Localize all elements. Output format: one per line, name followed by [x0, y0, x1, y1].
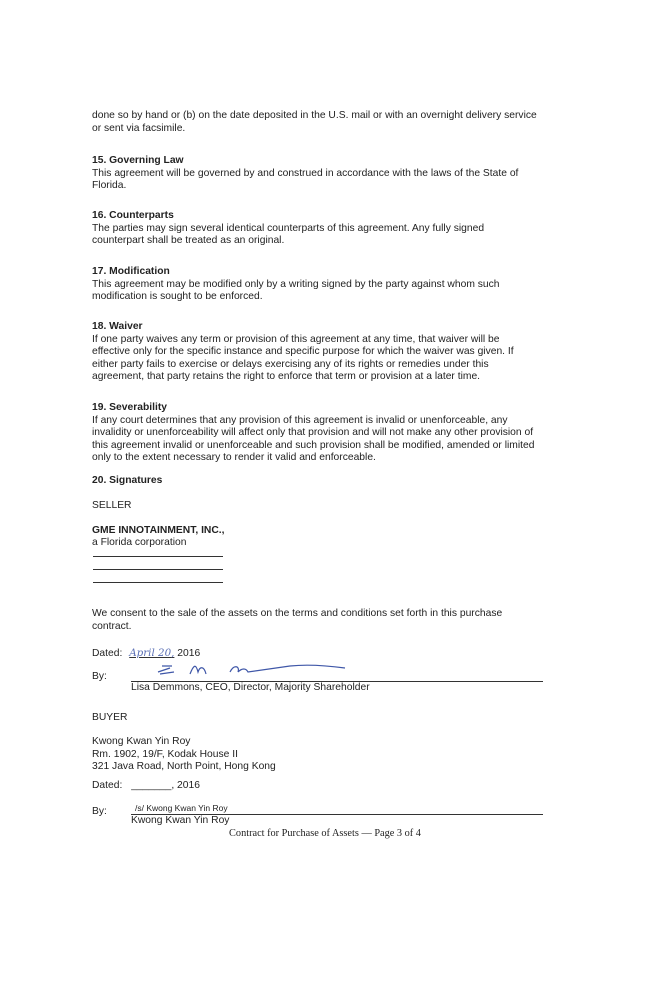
section-severability: [92, 402, 562, 465]
section-governing-law: [92, 155, 562, 193]
seller-signer-name: Lisa Demmons, CEO, Director, Majority Shareholder: [131, 682, 370, 693]
buyer-date-blank: _______: [131, 780, 172, 791]
blank-signature-line: [93, 582, 223, 583]
signatures-heading: 20. Signatures: [92, 475, 163, 486]
seller-date-year: 2016: [177, 648, 201, 659]
consent-line: We consent to the sale of the assets on the terms and conditions set forth in this purchase: [92, 608, 503, 619]
section-line: This agreement may be modified only by a writing signed by the party against whom such: [92, 278, 500, 290]
handwritten-date: April 20,: [129, 647, 175, 659]
section-line: counterpart shall be treated as an original.: [92, 235, 285, 247]
blank-signature-line: [93, 569, 223, 570]
buyer-dated-row: [92, 780, 562, 793]
section-line: If one party waives any term or provision of this agreement at any time, that waiver will be: [92, 333, 500, 345]
buyer-address-line: Rm. 1902, 19/F, Kodak House II: [92, 748, 238, 760]
section-line: this agreement invalid or unenforceable and such provision shall be modified, amended or limited: [92, 439, 535, 451]
section-line: either party fails to exercise or delays exercising any of its rights or remedies under this: [92, 358, 489, 370]
seller-by-label: By:: [92, 671, 107, 682]
seller-company: GME INNOTAINMENT, INC.,: [92, 525, 225, 536]
buyer-by-label: By:: [92, 806, 107, 817]
section-line: modification is sought to be enforced.: [92, 291, 263, 303]
section-waiver: [92, 321, 562, 384]
intro-paragraph: [92, 110, 562, 135]
seller-subtitle: a Florida corporation: [92, 537, 187, 548]
intro-line: or sent via facsimile.: [92, 122, 186, 134]
buyer-electronic-signature: /s/ Kwong Kwan Yin Roy: [135, 803, 228, 813]
buyer-name: Kwong Kwan Yin Roy: [131, 815, 230, 826]
section-modification: [92, 266, 562, 304]
seller-handwritten-signature: [150, 658, 350, 680]
buyer-address-line: 321 Java Road, North Point, Hong Kong: [92, 761, 276, 773]
consent-line: contract.: [92, 620, 132, 632]
section-heading: 19. Severability: [92, 402, 167, 413]
section-line: Florida.: [92, 180, 127, 192]
section-counterparts: [92, 210, 562, 248]
consent-paragraph: [92, 608, 562, 633]
dated-label: Dated:: [92, 648, 123, 659]
page-footer: Contract for Purchase of Assets — Page 3 of 4: [229, 828, 421, 839]
section-line: agreement, that party retains the right to enforce that term or provision at a later time.: [92, 371, 481, 383]
blank-signature-line: [93, 556, 223, 557]
section-heading: 17. Modification: [92, 266, 170, 277]
section-line: This agreement will be governed by and construed in accordance with the laws of the State of: [92, 167, 519, 179]
section-heading: 18. Waiver: [92, 321, 143, 332]
buyer-address-line: Kwong Kwan Yin Roy: [92, 736, 191, 747]
section-line: effective only for the specific instance and specific purpose for which the waiver was given. If: [92, 346, 514, 358]
intro-line: done so by hand or (b) on the date deposited in the U.S. mail or with an overnight delivery service: [92, 110, 537, 121]
dated-label: Dated:: [92, 780, 123, 791]
section-line: The parties may sign several identical counterparts of this agreement. Any fully signed: [92, 222, 485, 234]
section-line: only to the extent necessary to render it valid and enforceable.: [92, 452, 376, 464]
section-heading: 16. Counterparts: [92, 210, 174, 221]
buyer-address: [92, 736, 562, 774]
buyer-label: BUYER: [92, 712, 128, 723]
section-heading: 15. Governing Law: [92, 155, 184, 166]
buyer-date-year: , 2016: [171, 780, 200, 791]
section-line: invalidity or unenforceability will affect only that provision and will not make any other provision of: [92, 427, 534, 439]
seller-label: SELLER: [92, 500, 132, 511]
section-line: If any court determines that any provision of this agreement is invalid or unenforceable, any: [92, 414, 508, 426]
